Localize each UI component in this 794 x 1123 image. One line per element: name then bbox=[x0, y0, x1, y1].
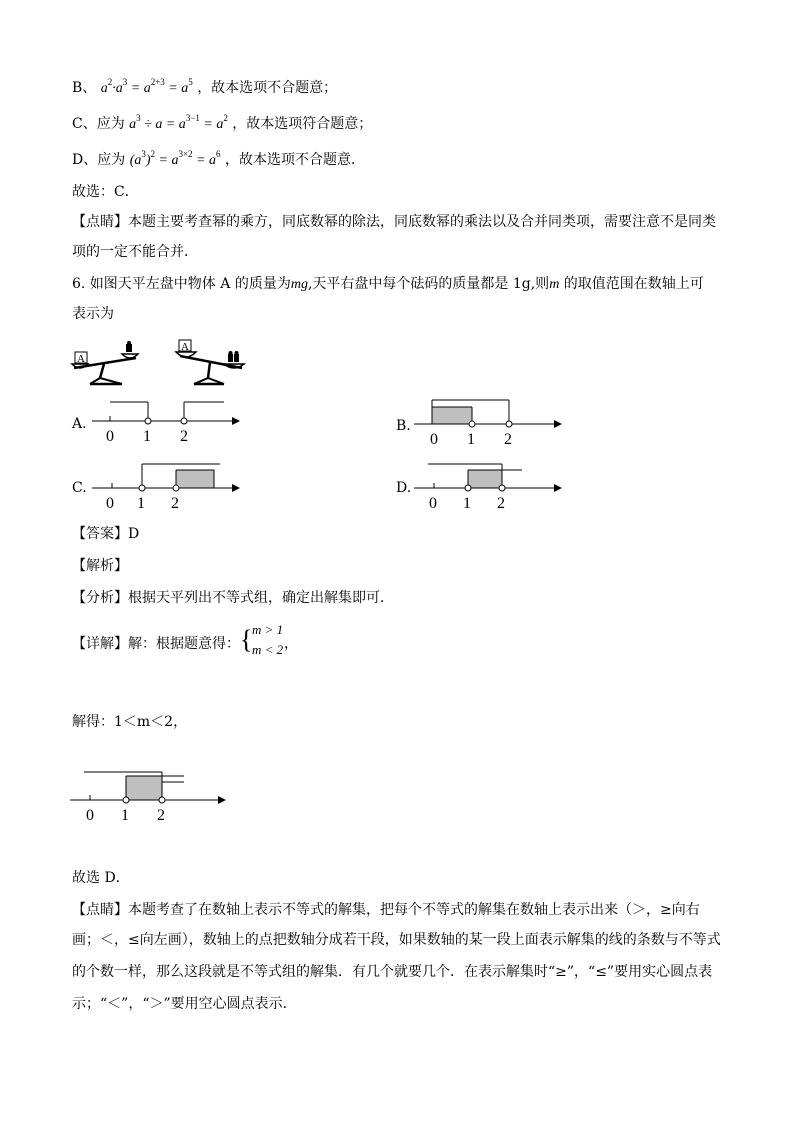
solution-region bbox=[176, 470, 214, 488]
tick-2: 2 bbox=[157, 807, 165, 824]
solution-region bbox=[432, 407, 472, 424]
comment2-line1: 【点睛】本题考查了在数轴上表示不等式的解集，把每个不等式的解集在数轴上表示出来（＞，≥向右 bbox=[72, 902, 700, 918]
open-dot-1 bbox=[469, 421, 475, 427]
brace: { bbox=[240, 625, 253, 654]
number-line-d bbox=[414, 458, 564, 512]
option-c-line bbox=[72, 108, 372, 135]
solution-region bbox=[468, 470, 502, 488]
tick-1: 1 bbox=[121, 807, 129, 824]
choose-c: 故选：C． bbox=[72, 184, 139, 200]
open-dot-2 bbox=[159, 797, 165, 803]
question-text-1: 6. 如图天平左盘中物体 A 的质量为 bbox=[72, 276, 291, 292]
fenxi: 【分析】根据天平列出不等式组，确定出解集即可． bbox=[72, 590, 394, 606]
option-b-label: B、 bbox=[72, 80, 97, 96]
weight-icon-1 bbox=[228, 354, 233, 362]
open-dot-1 bbox=[139, 485, 145, 491]
option-d-formula: $(a^3)^2 = a^{3\times 2} = a^6$ bbox=[129, 149, 221, 168]
detail-prefix: 【详解】解：根据题意得： bbox=[72, 636, 240, 652]
final-number-line bbox=[70, 768, 230, 824]
left-balance-scale bbox=[72, 341, 138, 384]
option-d-label: D、应为 bbox=[72, 152, 126, 168]
object-a-label-2: A bbox=[181, 341, 189, 353]
number-line-a bbox=[92, 396, 242, 446]
number-line-c bbox=[92, 460, 242, 512]
comment1-line2: 项的一定不能合并． bbox=[72, 244, 198, 260]
comment1-line1: 【点睛】本题主要考查幂的乘方，同底数幂的除法，同底数幂的乘法以及合并同类项，需要注意不是同类 bbox=[72, 214, 716, 230]
tick-0: 0 bbox=[86, 807, 94, 824]
open-dot-2 bbox=[173, 485, 179, 491]
tick-0: 0 bbox=[106, 495, 114, 512]
option-b-diagram-label: B. bbox=[396, 418, 411, 434]
inequality-2: m < 2 bbox=[252, 642, 284, 657]
option-b-formula: $a^2\cdot a^3 = a^{2+3} = a^5$ bbox=[100, 77, 193, 96]
comment2-line2: 画；＜，≤向左画），数轴上的点把数轴分成若干段，如果数轴的某一段上面表示解集的线的条数与不等式 bbox=[72, 932, 721, 948]
option-c-diagram-label: C. bbox=[72, 480, 87, 496]
option-d-tail: ，故本选项不合题意． bbox=[224, 152, 365, 168]
solution-region bbox=[126, 776, 162, 800]
open-dot-1 bbox=[123, 797, 129, 803]
inequality-1: m > 1 bbox=[252, 622, 284, 637]
tick-0: 0 bbox=[106, 428, 114, 445]
option-b-tail: ，故本选项不合题意； bbox=[197, 80, 338, 96]
open-dot-2 bbox=[499, 485, 505, 491]
open-dot-2 bbox=[506, 421, 512, 427]
question-text-2: ,天平右盘中每个砝码的质量都是 1g,则 bbox=[307, 276, 550, 292]
tick-0: 0 bbox=[429, 495, 437, 512]
option-c-label: C、应为 bbox=[72, 116, 125, 132]
option-b-line bbox=[72, 72, 337, 99]
tick-2: 2 bbox=[504, 431, 512, 448]
comment2-line3: 的个数一样，那么这段就是不等式组的解集．有几个就要几个．在表示解集时“≥”，“≤”要用实心圆点表 bbox=[72, 964, 713, 980]
detail-suffix: ， bbox=[284, 636, 298, 652]
tick-0: 0 bbox=[430, 431, 438, 448]
balance-scales-figure bbox=[70, 338, 250, 390]
tick-2: 2 bbox=[180, 428, 188, 445]
question-text-3: 的取值范围在数轴上可 bbox=[559, 276, 704, 292]
question-6-line2: 表示为 bbox=[72, 306, 114, 322]
weight-icon-2 bbox=[234, 354, 239, 362]
object-a-label: A bbox=[77, 353, 85, 365]
option-d-diagram-label: D. bbox=[396, 480, 412, 496]
tick-1: 1 bbox=[137, 495, 145, 512]
weight-icon bbox=[126, 344, 132, 352]
choose-d: 故选 D． bbox=[72, 870, 130, 886]
question-6-line1 bbox=[72, 274, 704, 295]
right-balance-scale bbox=[176, 340, 244, 384]
var-m: m bbox=[549, 277, 560, 292]
comment2-line4: 示；“＜”，“＞”要用空心圆点表示． bbox=[72, 996, 297, 1012]
number-line-b bbox=[414, 396, 564, 448]
tick-1: 1 bbox=[467, 431, 475, 448]
option-d-line bbox=[72, 144, 365, 171]
tick-1: 1 bbox=[143, 428, 151, 445]
answer: 【答案】D bbox=[72, 526, 140, 542]
detail-line bbox=[72, 634, 240, 654]
open-dot-1 bbox=[145, 418, 151, 424]
option-a-label: A. bbox=[72, 416, 87, 432]
tick-2: 2 bbox=[171, 495, 179, 512]
solve-line: 解得：1＜m＜2， bbox=[72, 714, 188, 730]
analysis-heading: 【解析】 bbox=[72, 558, 128, 574]
option-c-formula: $a^3 \div a = a^{3-1} = a^2$ bbox=[129, 113, 228, 132]
option-c-tail: ，故本选项符合题意； bbox=[232, 116, 373, 132]
inequality-system bbox=[252, 620, 283, 660]
open-dot-1 bbox=[465, 485, 471, 491]
tick-1: 1 bbox=[463, 495, 471, 512]
tick-2: 2 bbox=[497, 495, 505, 512]
var-mg: mg bbox=[290, 277, 308, 292]
open-dot-2 bbox=[181, 418, 187, 424]
